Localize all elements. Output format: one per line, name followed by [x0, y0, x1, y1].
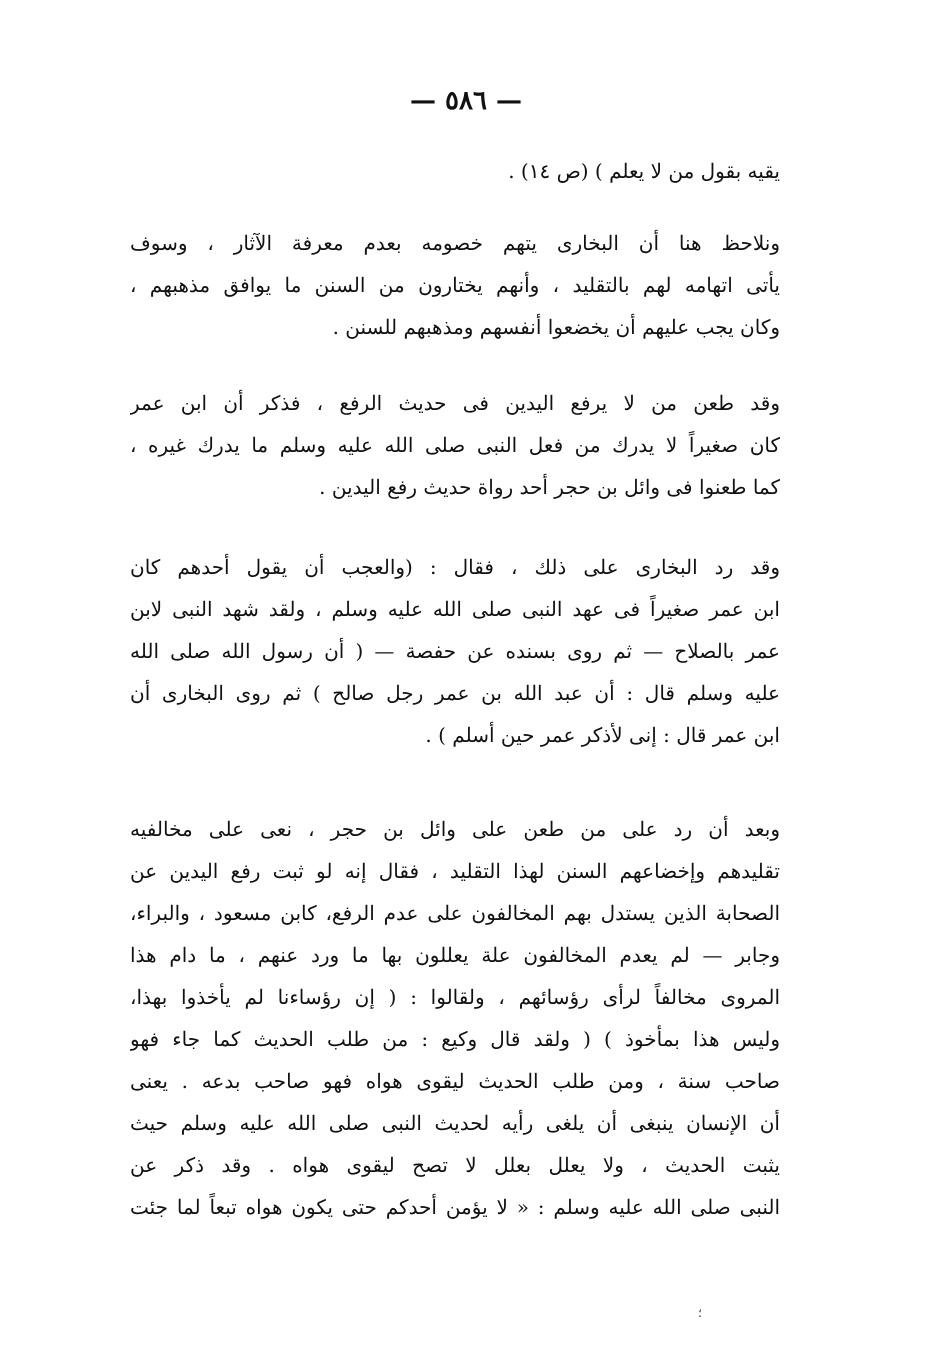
text-line: المروى مخالفاً لرأى رؤسائهم ، ولقالوا : ( إن رؤساءنا لم يأخذوا بهذا، — [130, 985, 780, 1009]
paragraph-taqlid — [130, 808, 780, 1228]
paragraph-raf-yadayn — [130, 382, 780, 508]
text-line: صاحب سنة ، ومن طلب الحديث ليقوى هواه فهو صاحب بدعه . يعنى — [130, 1069, 780, 1093]
text-line: وبعد أن رد على من طعن على وائل بن حجر ، نعى على مخالفيه — [130, 817, 780, 841]
text-line: الصحابة الذين يستدل بهم المخالفون على عدم الرفع، كابن مسعود ، والبراء، — [130, 901, 780, 925]
text-line: وقد طعن من لا يرفع اليدين فى حديث الرفع ، فذكر أن ابن عمر — [130, 391, 780, 415]
text-line: وكان يجب عليهم أن يخضعوا أنفسهم ومذهبهم للسنن . — [332, 315, 780, 339]
text-line: ابن عمر صغيراً فى عهد النبى صلى الله عليه وسلم ، ولقد شهد النبى لابن — [130, 597, 780, 621]
text-line: يقيه بقول من لا يعلم ) (ص ١٤) . — [508, 159, 780, 183]
text-line: كان صغيراً لا يدرك من فعل النبى صلى الله عليه وسلم ما يدرك غيره ، — [130, 433, 780, 457]
text-line: عمر بالصلاح — ثم روى بسنده عن حفصة — ( أن رسول الله صلى الله — [130, 639, 780, 663]
text-line: وقد رد البخارى على ذلك ، فقال : (والعجب أن يقول أحدهم كان — [130, 555, 780, 579]
text-line: يثبت الحديث ، ولا يعلل بعلل لا تصح ليقوى هواه . وقد ذكر عن — [130, 1153, 780, 1177]
text-line: ابن عمر قال : إنى لأذكر عمر حين أسلم ) . — [425, 723, 780, 747]
text-line: وجابر — لم يعدم المخالفون علة يعللون بها ما ورد عنهم ، ما دام هذا — [130, 943, 780, 967]
footer-mark: ؛ — [698, 1306, 702, 1320]
paragraph-continuation — [130, 150, 780, 192]
text-line: يأتى اتهامه لهم بالتقليد ، وأنهم يختارون من السنن ما يوافق مذهبهم ، — [130, 273, 780, 297]
text-line: النبى صلى الله عليه وسلم : « لا يؤمن أحدكم حتى يكون هواه تبعاً لما جئت — [130, 1195, 780, 1219]
text-line: كما طعنوا فى وائل بن حجر أحد رواة حديث رفع اليدين . — [319, 475, 780, 499]
text-line: عليه وسلم قال : أن عبد الله بن عمر رجل صالح ) ثم روى البخارى أن — [130, 681, 780, 705]
text-line: وليس هذا بمأخوذ ) ( ولقد قال وكيع : من طلب الحديث كما جاء فهو — [130, 1027, 780, 1051]
text-line: أن الإنسان ينبغى أن يلغى رأيه لحديث النبى صلى الله عليه وسلم حيث — [130, 1111, 780, 1135]
paragraph-athar — [130, 222, 780, 348]
paragraph-bukhari-reply — [130, 546, 780, 756]
text-line: ونلاحظ هنا أن البخارى يتهم خصومه بعدم معرفة الآثار ، وسوف — [130, 231, 780, 255]
text-line: تقليدهم وإخضاعهم السنن لهذا التقليد ، فقال إنه لو ثبت رفع اليدين عن — [130, 859, 780, 883]
page-number: — ٥٨٦ — — [409, 86, 523, 116]
